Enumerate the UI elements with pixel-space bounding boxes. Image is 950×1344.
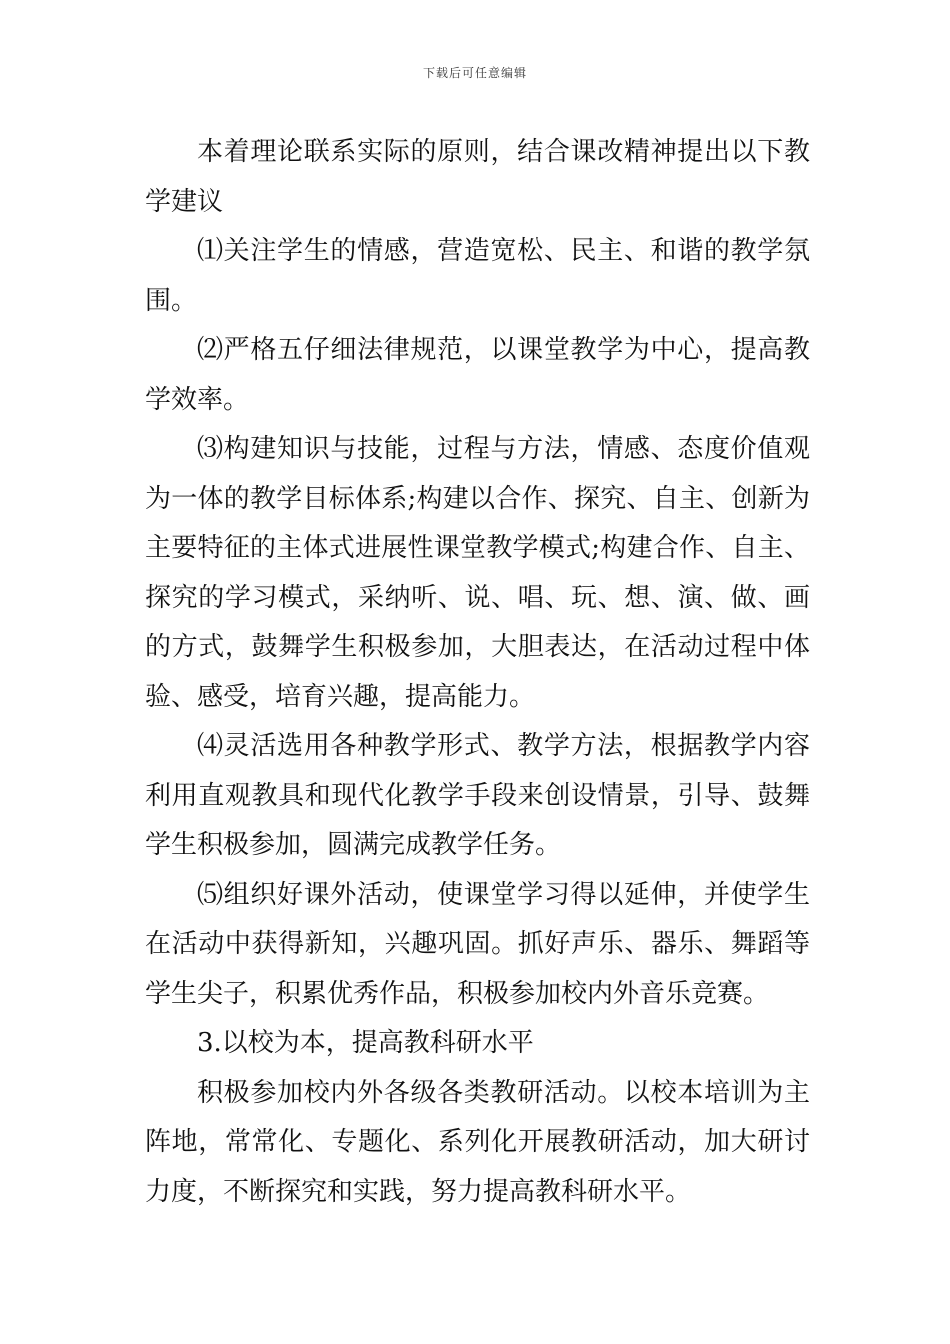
section-heading: 3.以校为本，提高教科研水平 — [197, 1028, 534, 1058]
header-note: 下载后可任意编辑 — [422, 66, 527, 80]
document-body — [145, 128, 810, 1217]
paragraph-intro: 本着理论联系实际的原则，结合课改精神提出以下教学建议 — [145, 137, 810, 217]
paragraph-item-3: ⑶构建知识与技能，过程与方法，情感、态度价值观为一体的教学目标体系;构建以合作、探究、自主、创新为主要特征的主体式进展性课堂教学模式;构建合作、自主、探究的学习模式，采纳听、说、唱、玩、想、演、做、画的方式，鼓舞学生积极参加，大胆表达，在活动过程中体验、感受，培育兴趣，提高能力。 — [145, 434, 810, 712]
paragraph-item-5: ⑸组织好课外活动，使课堂学习得以延伸，并使学生在活动中获得新知，兴趣巩固。抓好声乐、器乐、舞蹈等学生尖子，积累优秀作品，积极参加校内外音乐竞赛。 — [145, 879, 810, 1009]
paragraph-item-1: ⑴关注学生的情感，营造宽松、民主、和谐的教学氛围。 — [145, 236, 810, 316]
paragraph-item-2: ⑵严格五仔细法律规范，以课堂教学为中心，提高教学效率。 — [145, 335, 810, 415]
paragraph-item-4: ⑷灵活选用各种教学形式、教学方法，根据教学内容利用直观教具和现代化教学手段来创设情景，引导、鼓舞学生积极参加，圆满完成教学任务。 — [145, 731, 810, 860]
paragraph-section-body: 积极参加校内外各级各类教研活动。以校本培训为主阵地，常常化、专题化、系列化开展教研活动，加大研讨力度，不断探究和实践，努力提高教科研水平。 — [145, 1077, 810, 1207]
